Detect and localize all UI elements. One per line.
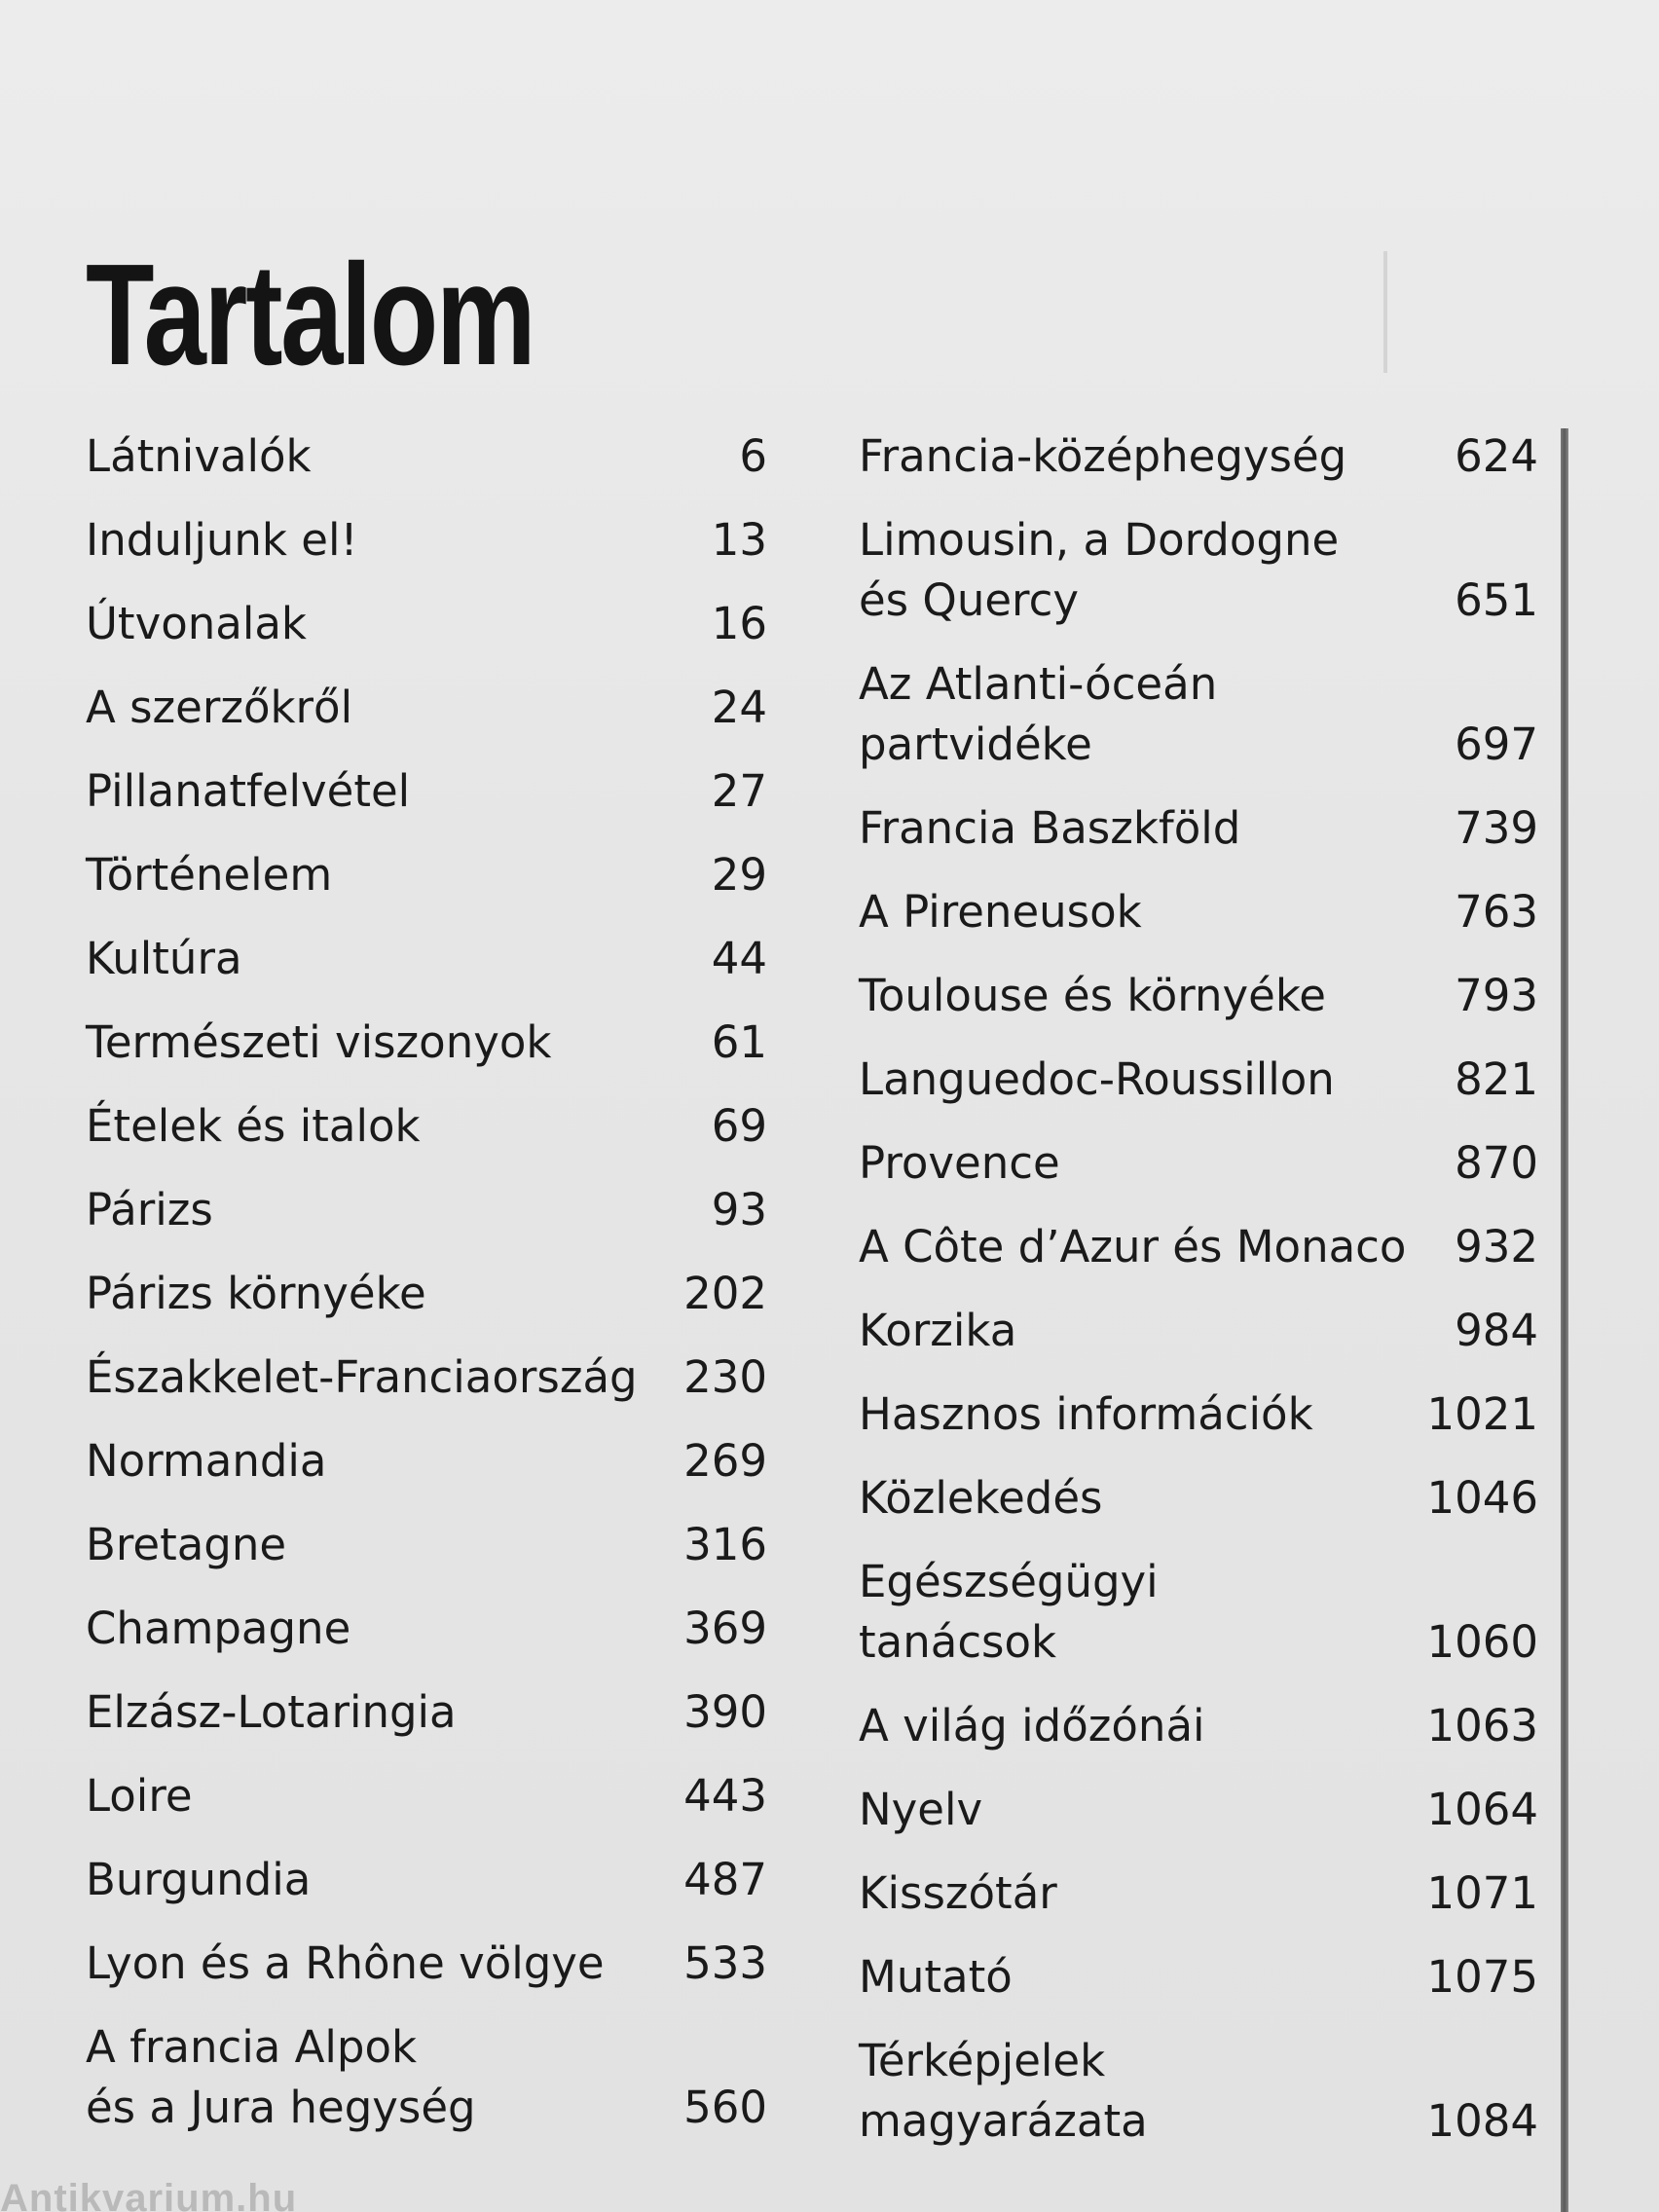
toc-entry-page-number: 763 xyxy=(1455,886,1538,938)
toc-entry[interactable] xyxy=(86,1515,767,1575)
toc-left-column xyxy=(86,426,767,2161)
toc-entry-page-number: 316 xyxy=(683,1519,767,1570)
toc-entry-label: Bretagne xyxy=(86,1519,287,1570)
toc-entry-page-number: 29 xyxy=(711,849,767,901)
toc-entry-page-number: 1084 xyxy=(1426,2095,1538,2147)
toc-entry-label: A világ időzónái xyxy=(859,1700,1205,1751)
toc-entry[interactable] xyxy=(86,929,767,989)
toc-entry-label: Kisszótár xyxy=(859,1867,1057,1919)
toc-entry-page-number: 443 xyxy=(683,1770,767,1822)
toc-entry-label: Normandia xyxy=(86,1435,327,1487)
toc-entry[interactable] xyxy=(86,1096,767,1157)
toc-entry-label: Burgundia xyxy=(86,1854,312,1905)
toc-entry-page-number: 1071 xyxy=(1426,1867,1538,1919)
toc-right-column xyxy=(859,426,1538,2175)
toc-entry-label: Mutató xyxy=(859,1951,1013,2003)
toc-entry-page-number: 202 xyxy=(683,1268,767,1319)
toc-entry-page-number: 61 xyxy=(711,1016,767,1068)
toc-entry-page-number: 13 xyxy=(711,514,767,566)
toc-entry[interactable] xyxy=(86,1347,767,1408)
toc-entry[interactable] xyxy=(859,1696,1538,1756)
toc-entry[interactable] xyxy=(859,1301,1538,1361)
toc-entry[interactable] xyxy=(86,1766,767,1826)
toc-entry-label: Korzika xyxy=(859,1305,1017,1356)
toc-entry-label: Pillanatfelvétel xyxy=(86,765,411,817)
toc-entry-page-number: 1046 xyxy=(1426,1472,1538,1524)
toc-entry-page-number: 624 xyxy=(1455,430,1538,482)
toc-entry-page-number: 1064 xyxy=(1426,1784,1538,1835)
toc-entry-label: Francia-középhegység xyxy=(859,430,1347,482)
toc-entry[interactable] xyxy=(86,761,767,822)
toc-entry-label: Az Atlanti-óceán partvidéke xyxy=(859,658,1218,770)
toc-entry[interactable] xyxy=(859,1050,1538,1110)
toc-entry-label: Nyelv xyxy=(859,1784,983,1835)
toc-entry-label: Párizs környéke xyxy=(86,1268,426,1319)
faint-divider xyxy=(1383,251,1387,373)
toc-entry[interactable] xyxy=(86,2017,767,2138)
toc-entry[interactable] xyxy=(86,1431,767,1492)
toc-entry-label: Champagne xyxy=(86,1603,351,1654)
toc-entry[interactable] xyxy=(859,1780,1538,1840)
toc-entry-label: Hasznos információk xyxy=(859,1388,1313,1440)
toc-entry-label: Kultúra xyxy=(86,933,242,984)
toc-entry-label: Útvonalak xyxy=(86,598,307,649)
toc-entry-page-number: 932 xyxy=(1455,1221,1538,1272)
toc-entry-label: Limousin, a Dordogne és Quercy xyxy=(859,514,1340,626)
toc-entry-page-number: 27 xyxy=(711,765,767,817)
toc-entry[interactable] xyxy=(859,1133,1538,1194)
toc-entry-page-number: 739 xyxy=(1455,802,1538,854)
toc-entry[interactable] xyxy=(86,594,767,654)
toc-entry-label: Egészségügyi tanácsok xyxy=(859,1556,1159,1668)
toc-entry[interactable] xyxy=(859,426,1538,487)
toc-entry[interactable] xyxy=(86,1180,767,1240)
toc-entry-label: Párizs xyxy=(86,1184,213,1235)
toc-entry-page-number: 487 xyxy=(683,1854,767,1905)
toc-entry[interactable] xyxy=(86,845,767,905)
toc-entry-label: Languedoc-Roussillon xyxy=(859,1053,1335,1105)
toc-entry[interactable] xyxy=(86,426,767,487)
toc-entry-label: Ételek és italok xyxy=(86,1100,421,1152)
toc-entry[interactable] xyxy=(86,678,767,738)
toc-entry[interactable] xyxy=(859,1552,1538,1673)
toc-entry-page-number: 1060 xyxy=(1426,1616,1538,1668)
toc-entry[interactable] xyxy=(859,1384,1538,1445)
toc-entry-page-number: 390 xyxy=(683,1686,767,1738)
toc-entry[interactable] xyxy=(86,1599,767,1659)
toc-entry[interactable] xyxy=(859,882,1538,942)
toc-entry[interactable] xyxy=(86,1850,767,1910)
page-edge-rule xyxy=(1561,428,1568,2212)
toc-entry-label: Toulouse és környéke xyxy=(859,970,1326,1021)
toc-entry-label: Francia Baszkföld xyxy=(859,802,1241,854)
toc-entry[interactable] xyxy=(859,798,1538,859)
toc-entry-page-number: 1021 xyxy=(1426,1388,1538,1440)
toc-entry-label: Provence xyxy=(859,1137,1060,1189)
toc-entry[interactable] xyxy=(859,654,1538,775)
toc-entry[interactable] xyxy=(859,1947,1538,2008)
page-title: Tartalom xyxy=(86,235,535,395)
toc-entry-page-number: 793 xyxy=(1455,970,1538,1021)
toc-entry[interactable] xyxy=(86,1682,767,1743)
toc-entry-label: Térképjelek magyarázata xyxy=(859,2035,1148,2147)
toc-entry-page-number: 369 xyxy=(683,1603,767,1654)
toc-entry-page-number: 560 xyxy=(683,2082,767,2133)
toc-entry-page-number: 1075 xyxy=(1426,1951,1538,2003)
toc-entry-page-number: 870 xyxy=(1455,1137,1538,1189)
toc-entry-page-number: 6 xyxy=(739,430,767,482)
toc-entry-page-number: 16 xyxy=(711,598,767,649)
toc-entry[interactable] xyxy=(859,1468,1538,1529)
toc-entry[interactable] xyxy=(86,1013,767,1073)
toc-entry-page-number: 651 xyxy=(1455,574,1538,626)
toc-entry-page-number: 821 xyxy=(1455,1053,1538,1105)
toc-entry-page-number: 697 xyxy=(1455,719,1538,770)
toc-entry-page-number: 69 xyxy=(711,1100,767,1152)
toc-entry-label: Elzász-Lotaringia xyxy=(86,1686,457,1738)
toc-entry-page-number: 1063 xyxy=(1426,1700,1538,1751)
toc-entry-page-number: 533 xyxy=(683,1937,767,1989)
toc-entry-label: Északkelet-Franciaország xyxy=(86,1351,638,1403)
toc-entry-label: Természeti viszonyok xyxy=(86,1016,552,1068)
toc-entry-page-number: 44 xyxy=(711,933,767,984)
toc-entry-label: Loire xyxy=(86,1770,193,1822)
toc-entry-page-number: 984 xyxy=(1455,1305,1538,1356)
toc-entry-page-number: 230 xyxy=(683,1351,767,1403)
toc-entry[interactable] xyxy=(859,510,1538,631)
toc-entry-label: Történelem xyxy=(86,849,333,901)
toc-entry-label: A szerzőkről xyxy=(86,682,353,733)
toc-entry-label: Lyon és a Rhône völgye xyxy=(86,1937,605,1989)
toc-entry[interactable] xyxy=(859,2031,1538,2152)
toc-entry[interactable] xyxy=(86,1264,767,1324)
toc-entry-page-number: 24 xyxy=(711,682,767,733)
toc-entry-label: A Côte d’Azur és Monaco xyxy=(859,1221,1407,1272)
toc-entry-label: A Pireneusok xyxy=(859,886,1142,938)
toc-entry[interactable] xyxy=(86,510,767,571)
toc-entry-page-number: 93 xyxy=(711,1184,767,1235)
toc-entry-label: Közlekedés xyxy=(859,1472,1103,1524)
toc-entry-label: Látnivalók xyxy=(86,430,312,482)
toc-entry[interactable] xyxy=(859,966,1538,1026)
toc-entry-label: A francia Alpok és a Jura hegység xyxy=(86,2021,476,2133)
watermark: Antikvarium.hu xyxy=(0,2177,298,2212)
toc-entry-page-number: 269 xyxy=(683,1435,767,1487)
toc-entry-label: Induljunk el! xyxy=(86,514,358,566)
toc-entry[interactable] xyxy=(86,1934,767,1994)
toc-entry[interactable] xyxy=(859,1217,1538,1277)
toc-entry[interactable] xyxy=(859,1863,1538,1924)
